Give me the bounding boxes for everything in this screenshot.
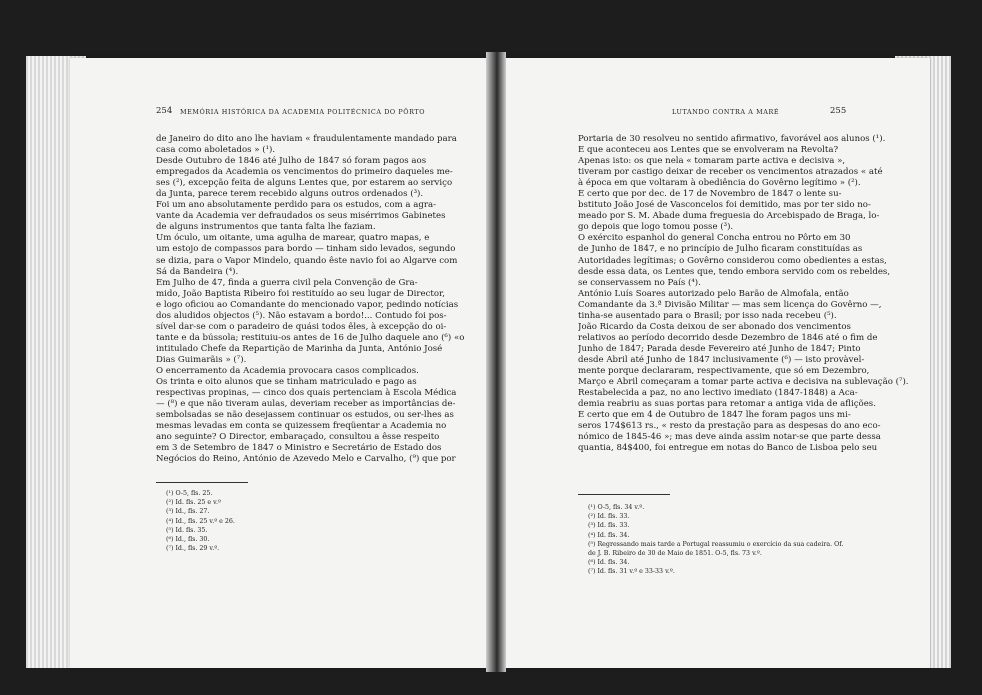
right-footnotes xyxy=(588,503,843,577)
text-line: Foi um ano absolutamente perdido para os estudos, com a agra- xyxy=(156,200,437,211)
text-line: ses (²), excepção feita de alguns Lentes que, por estarem ao serviço xyxy=(156,178,453,189)
text-line: de Janeiro do dito ano lhe haviam « fraudulentamente mandado para xyxy=(156,134,457,144)
left-running-head: MEMÓRIA HISTÓRICA DA ACADEMIA POLITÉCNICA DO PÔRTO xyxy=(180,108,426,116)
text-line: um estojo de compassos para bordo — tinham sido levados, segundo xyxy=(156,244,456,255)
text-line: respectivas propinas, — cinco dos quais pertenciam à Escola Médica xyxy=(156,388,457,399)
footnote: (⁴) Id. fls. 34. xyxy=(588,531,630,539)
text-line: go depois que logo tomou posse (³). xyxy=(578,222,734,233)
text-line: meado por S. M. Abade duma freguesia do Arcebispado de Braga, lo- xyxy=(578,211,880,222)
text-line: Apenas isto: os que nela « tomaram parte activa e decisiva », xyxy=(578,156,846,167)
text-line: mente porque declararam, respectivamente, que só em Dezembro, xyxy=(578,365,870,376)
footnote: (¹) O-5, fls. 34 v.º. xyxy=(588,504,645,511)
right-page xyxy=(494,58,930,668)
text-line: Restabelecida a paz, no ano lectivo imediato (1847-1848) a Aca- xyxy=(578,388,858,399)
text-line: João Ricardo da Costa deixou de ser abonado dos vencimentos xyxy=(578,321,851,332)
text-line: tiveram por castigo deixar de receber os vencimentos atrazados « até xyxy=(578,167,883,178)
right-page-number: 255 xyxy=(830,106,847,116)
footnote: (³) Id. fls. 33. xyxy=(588,522,630,530)
text-line: vante da Academia ver defraudados os seus misérrimos Gabinetes xyxy=(156,211,446,222)
text-line: Sá da Bandeira (⁴). xyxy=(156,266,239,277)
right-body-text xyxy=(578,134,912,454)
text-line: O exército espanhol do general Concha entrou no Pôrto em 30 xyxy=(578,233,851,244)
footnote-rule xyxy=(156,482,248,483)
text-line: tinha-se ausentado para o Brasil; por isso nada recebeu (⁵). xyxy=(578,310,837,321)
text-line: É certo que por dec. de 17 de Novembro de 1847 o lente su- xyxy=(578,189,842,200)
text-line: demia reabriu as suas portas para retomar a antiga vida de aflições. xyxy=(578,399,876,410)
text-line: desde essa data, os Lentes que, tendo embora servido com os rebeldes, xyxy=(578,266,891,277)
text-line: de Junho de 1847, e no princípio de Julho ficaram constituídas as xyxy=(578,244,863,255)
text-line: Portaria de 30 resolveu no sentido afirmativo, favorável aos alunos (¹). xyxy=(578,134,886,144)
left-page-number: 254 xyxy=(156,106,173,116)
text-line: Desde Outubro de 1846 até Julho de 1847 só foram pagos aos xyxy=(156,156,427,167)
text-line: ano seguinte? O Director, embaraçado, consultou a êsse respeito xyxy=(156,432,440,443)
footnote-rule xyxy=(578,494,670,495)
text-line: sembolsadas se não desejassem continuar os estudos, ou ser-lhes as xyxy=(156,410,454,421)
text-line: Dias Guimarãis » (⁷). xyxy=(156,354,247,365)
footnote: (²) Id. fls. 33. xyxy=(588,513,630,521)
text-line: Um óculo, um oitante, uma agulha de marear, quatro mapas, e xyxy=(156,233,430,244)
footnote: (⁶) Id., fls. 30. xyxy=(166,536,210,544)
footnote: (⁵) Id. fls. 35. xyxy=(166,526,208,534)
text-line: nómico de 1845-46 »; mas deve ainda assim notar-se que parte dessa xyxy=(578,432,881,443)
text-line: Os trinta e oito alunos que se tinham matriculado e pago as xyxy=(156,377,417,388)
footnote: (⁴) Id., fls. 25 v.º e 26. xyxy=(166,517,235,525)
text-line: seros 174$613 rs., « resto da prestação para as despesas do ano eco- xyxy=(578,421,881,432)
left-page xyxy=(70,58,496,668)
text-line: quantia, 84$400, foi entregue em notas do Banco de Lisboa pelo seu xyxy=(578,443,878,454)
text-line: de alguns instrumentos que tanta falta lhe faziam. xyxy=(156,222,376,233)
text-line: relativos ao período decorrido desde Dezembro de 1846 até o fim de xyxy=(578,332,878,343)
footnote: de J. B. Ribeiro de 30 de Maio de 1851. O-5, fls. 73 v.º. xyxy=(588,550,762,558)
footnote: (¹) O-5, fls. 25. xyxy=(166,490,213,497)
right-running-head: LUTANDO CONTRA A MARÉ xyxy=(672,108,780,116)
footnote: (⁷) Id., fls. 29 v.º. xyxy=(166,545,220,553)
text-line: Março e Abril começaram a tomar parte activa e decisiva na sublevação (⁷). xyxy=(578,377,909,388)
text-line: se conservassem no País (⁴). xyxy=(578,277,701,288)
text-line: — (⁸) e que não tiveram aulas, deveriam receber as importâncias de- xyxy=(156,399,456,410)
left-footnotes xyxy=(166,489,235,553)
text-line: Comandante da 3.ª Divisão Militar — mas sem licença do Govêrno —, xyxy=(578,299,882,310)
text-line: Autoridades legítimas; o Govêrno considerou como obedientes a estas, xyxy=(578,255,887,266)
footnote: (⁶) Id. fls. 34. xyxy=(588,559,630,567)
text-line: dos aludidos objectos (⁵). Não estavam a bordo!... Contudo foi pos- xyxy=(156,310,447,321)
text-line: António Luís Soares autorizado pelo Barão de Almofala, então xyxy=(578,288,849,299)
text-line: Junho de 1847; Parada desde Fevereiro até Junho de 1847; Pinto xyxy=(578,343,861,354)
text-line: O encerramento da Academia provocara casos complicados. xyxy=(156,365,419,376)
text-line: mesmas levadas em conta se quizessem freqüentar a Academia no xyxy=(156,421,447,432)
text-line: se dizia, para o Vapor Mindelo, quando êste navio foi ao Algarve com xyxy=(156,255,458,266)
text-line: bstituto João José de Vasconcelos foi demitido, mas por ter sido no- xyxy=(578,200,871,211)
footnote: (⁵) Regressando mais tarde a Portugal reassumiu o exercício da sua cadeira. Of. xyxy=(588,540,844,548)
text-line: sível dar-se com o paradeiro de quási todos êles, à excepção do oi- xyxy=(156,321,447,332)
text-line: tante e da bússola; restituiu-os antes de 16 de Julho daquele ano (⁶) «o xyxy=(156,332,465,343)
footnote: (²) Id. fls. 25 e v.º xyxy=(166,499,221,507)
text-line: Em Julho de 47, finda a guerra civil pela Convenção de Gra- xyxy=(156,277,418,288)
footnote: (³) Id., fls. 27. xyxy=(166,508,210,516)
text-line: e logo oficiou ao Comandante do mencionado vapor, pedindo notícias xyxy=(156,299,459,310)
text-line: Negócios do Reino, António de Azevedo Melo e Carvalho, (⁹) que por xyxy=(156,454,456,465)
text-line: mido, João Baptista Ribeiro foi restituído ao seu lugar de Director, xyxy=(156,288,445,299)
text-line: da Junta, parece terem recebido alguns outros ordenados (³). xyxy=(156,189,424,200)
text-line: empregados da Academia os vencimentos do primeiro daqueles me- xyxy=(156,167,453,178)
text-line: desde Abril até Junho de 1847 inclusivamente (⁶) — isto provàvel- xyxy=(578,354,865,365)
left-body-text xyxy=(156,134,488,465)
text-line: em 3 de Setembro de 1847 o Ministro e Secretário de Estado dos xyxy=(156,443,442,454)
text-line: É certo que em 4 de Outubro de 1847 lhe foram pagos uns mi- xyxy=(578,410,851,421)
text-line: à época em que voltaram à obediência do Govêrno legítimo » (²). xyxy=(578,178,861,189)
footnote: (⁷) Id. fls. 31 v.º e 33-33 v.º. xyxy=(588,568,675,576)
text-line: intitulado Chefe da Repartição de Marinha da Junta, António José xyxy=(156,343,443,354)
text-line: casa como aboletados » (¹). xyxy=(156,145,276,156)
book-spine xyxy=(486,52,506,672)
text-line: E que aconteceu aos Lentes que se envolveram na Revolta? xyxy=(578,145,839,156)
